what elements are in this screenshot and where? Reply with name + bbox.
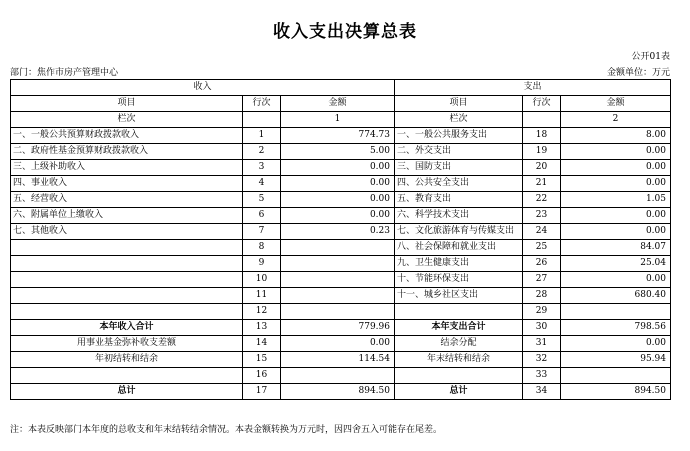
expense-item-cell: 八、社会保障和就业支出 [395,240,523,256]
income-row-no-cell: 9 [243,256,281,272]
income-item-cell: 总计 [11,384,243,400]
income-item-cell: 三、上级补助收入 [11,160,243,176]
income-row-no-cell: 12 [243,304,281,320]
expense-row-no-cell: 29 [523,304,561,320]
income-row-no-cell: 7 [243,224,281,240]
income-row-no-cell: 11 [243,288,281,304]
income-row-no-cell: 8 [243,240,281,256]
expense-row-no-cell: 31 [523,336,561,352]
table-row [11,384,671,400]
expense-row-no-cell: 32 [523,352,561,368]
table-row [11,352,671,368]
expense-amount-cell: 0.00 [561,208,671,224]
expense-item-cell: 本年支出合计 [395,320,523,336]
expense-amount-cell: 0.00 [561,144,671,160]
income-item-cell [11,272,243,288]
col-header-row-no: 行次 [523,96,561,112]
col-header-row-no: 行次 [243,96,281,112]
table-row [11,192,671,208]
income-row-no-cell: 17 [243,384,281,400]
summary-table [10,79,671,400]
income-row-no-cell: 16 [243,368,281,384]
expense-amount-cell [561,304,671,320]
income-item-cell: 六、附属单位上缴收入 [11,208,243,224]
income-row-no-cell: 3 [243,160,281,176]
income-amount-cell [281,272,395,288]
expense-amount-cell: 25.04 [561,256,671,272]
expense-item-cell: 一、一般公共服务支出 [395,128,523,144]
expense-item-cell: 结余分配 [395,336,523,352]
expense-row-no-cell: 20 [523,160,561,176]
income-item-cell: 一、一般公共预算财政拨款收入 [11,128,243,144]
income-amount-cell [281,304,395,320]
expense-row-no-cell: 21 [523,176,561,192]
expense-amount-cell: 95.94 [561,352,671,368]
income-amount-cell: 0.00 [281,160,395,176]
table-row [11,320,671,336]
expense-item-cell: 三、国防支出 [395,160,523,176]
income-amount-cell: 0.00 [281,336,395,352]
expense-amount-cell: 8.00 [561,128,671,144]
table-row [11,288,671,304]
expense-item-cell: 五、教育支出 [395,192,523,208]
expense-item-cell: 四、公共安全支出 [395,176,523,192]
expense-row-no-cell: 27 [523,272,561,288]
expense-amount-cell: 0.00 [561,336,671,352]
table-row [11,208,671,224]
income-row-no-cell: 6 [243,208,281,224]
income-item-cell: 本年收入合计 [11,320,243,336]
income-row-no-cell: 14 [243,336,281,352]
table-row [11,176,671,192]
table-row [11,240,671,256]
col-header-amount: 金额 [281,96,395,112]
table-row [11,336,671,352]
income-row-no-cell: 1 [243,128,281,144]
income-row-no-cell: 2 [243,144,281,160]
lan-ci-label: 栏次 [395,112,523,128]
col-header-amount: 金额 [561,96,671,112]
expense-row-no-cell: 22 [523,192,561,208]
expense-amount-cell: 84.07 [561,240,671,256]
income-item-cell: 七、其他收入 [11,224,243,240]
page-title: 收入支出决算总表 [273,22,417,42]
income-item-cell: 四、事业收入 [11,176,243,192]
income-row-no-cell: 13 [243,320,281,336]
income-amount-cell: 0.00 [281,176,395,192]
income-item-cell: 用事业基金弥补收支差额 [11,336,243,352]
income-item-cell [11,256,243,272]
expense-item-cell: 十一、城乡社区支出 [395,288,523,304]
income-amount-cell: 114.54 [281,352,395,368]
col-index-2: 2 [561,112,671,128]
section-header-row [11,80,671,96]
expense-amount-cell: 0.00 [561,224,671,240]
table-row [11,144,671,160]
expense-row-no-cell: 26 [523,256,561,272]
expense-amount-cell: 894.50 [561,384,671,400]
income-amount-cell: 0.00 [281,208,395,224]
expense-item-cell: 年末结转和结余 [395,352,523,368]
expense-amount-cell [561,368,671,384]
income-item-cell [11,288,243,304]
expense-row-no-cell: 18 [523,128,561,144]
expense-row-no-cell: 23 [523,208,561,224]
income-row-no-cell: 10 [243,272,281,288]
expense-amount-cell: 0.00 [561,160,671,176]
expense-row-no-cell: 19 [523,144,561,160]
expense-row-no-cell: 30 [523,320,561,336]
col-header-item: 项目 [395,96,523,112]
income-amount-cell: 5.00 [281,144,395,160]
expense-item-cell: 十、节能环保支出 [395,272,523,288]
table-row [11,272,671,288]
column-header-row [11,96,671,112]
income-amount-cell: 774.73 [281,128,395,144]
income-item-cell [11,368,243,384]
form-code: 公开01表 [631,52,670,62]
table-row [11,256,671,272]
table-row [11,128,671,144]
income-item-cell [11,304,243,320]
expense-amount-cell: 798.56 [561,320,671,336]
unit-label: 金额单位：万元 [606,68,670,78]
empty-cell [243,112,281,128]
income-amount-cell: 779.96 [281,320,395,336]
income-row-no-cell: 5 [243,192,281,208]
expense-item-cell: 七、文化旅游体育与传媒支出 [395,224,523,240]
expense-amount-cell: 0.00 [561,272,671,288]
expense-row-no-cell: 25 [523,240,561,256]
expense-item-cell: 六、科学技术支出 [395,208,523,224]
table-row [11,304,671,320]
expense-item-cell: 总计 [395,384,523,400]
income-row-no-cell: 4 [243,176,281,192]
lan-ci-label: 栏次 [11,112,243,128]
income-item-cell: 五、经营收入 [11,192,243,208]
department-label: 部门：焦作市房产管理中心 [10,68,119,78]
expense-amount-cell: 1.05 [561,192,671,208]
expense-amount-cell: 680.40 [561,288,671,304]
expense-row-no-cell: 33 [523,368,561,384]
income-amount-cell: 0.23 [281,224,395,240]
col-header-item: 项目 [11,96,243,112]
income-amount-cell [281,368,395,384]
empty-cell [523,112,561,128]
income-amount-cell [281,240,395,256]
income-amount-cell [281,288,395,304]
table-row [11,368,671,384]
expense-item-cell: 九、卫生健康支出 [395,256,523,272]
income-row-no-cell: 15 [243,352,281,368]
expense-row-no-cell: 34 [523,384,561,400]
table-row [11,224,671,240]
expense-item-cell [395,304,523,320]
income-item-cell [11,240,243,256]
column-index-row [11,112,671,128]
table-row [11,160,671,176]
expense-row-no-cell: 24 [523,224,561,240]
expense-header: 支出 [395,80,671,96]
income-item-cell: 年初结转和结余 [11,352,243,368]
income-header: 收入 [11,80,395,96]
footnote: 注：本表反映部门本年度的总收支和年末结转结余情况。本表金额转换为万元时，因四舍五入可能存在尾差。 [10,425,443,435]
income-amount-cell [281,256,395,272]
expense-item-cell [395,368,523,384]
expense-item-cell: 二、外交支出 [395,144,523,160]
income-amount-cell: 894.50 [281,384,395,400]
income-item-cell: 二、政府性基金预算财政拨款收入 [11,144,243,160]
expense-row-no-cell: 28 [523,288,561,304]
income-amount-cell: 0.00 [281,192,395,208]
col-index-1: 1 [281,112,395,128]
expense-amount-cell: 0.00 [561,176,671,192]
